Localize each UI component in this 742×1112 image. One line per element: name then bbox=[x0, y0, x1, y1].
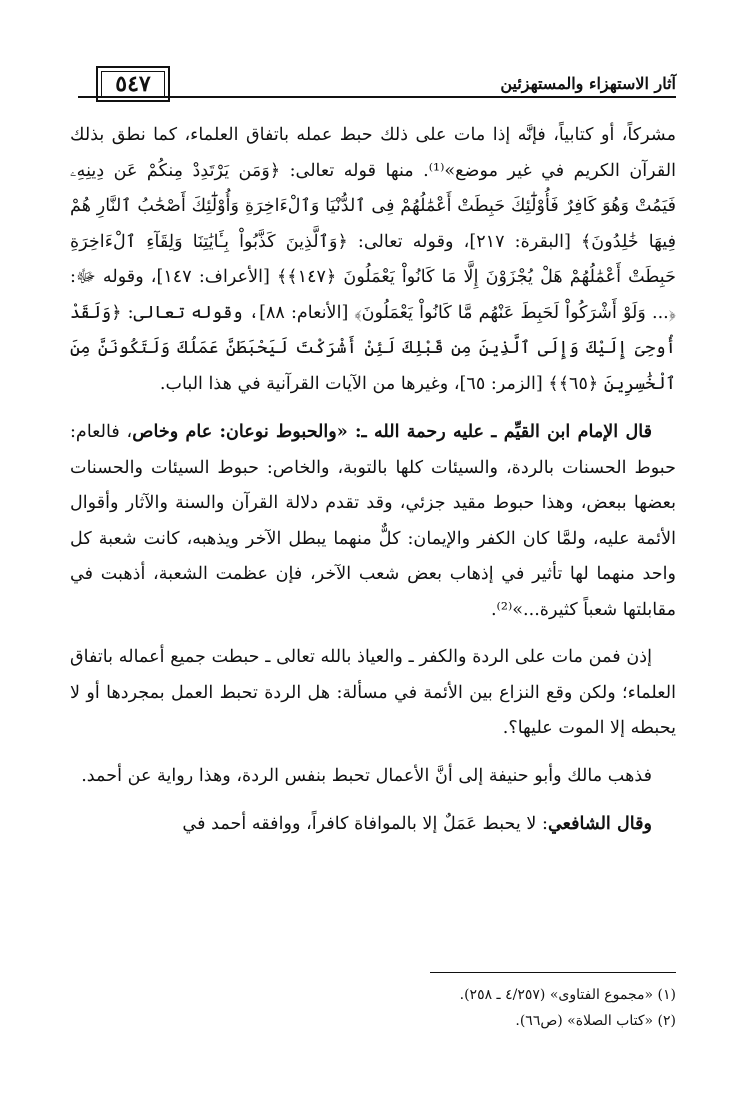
page-number: ٥٤٧ bbox=[115, 71, 151, 97]
page-header bbox=[86, 66, 676, 106]
paragraph-5 bbox=[70, 806, 676, 843]
paragraph-4: فذهب مالك وأبو حنيفة إلى أنَّ الأعمال تحبط بنفس الردة، وهذا رواية عن أحمد. bbox=[81, 765, 652, 786]
paragraph-5-text: : لا يحبط عَمَلٌ إلا بالموافاة كافراً، ووافقه أحمد في bbox=[182, 814, 548, 834]
running-title: آثار الاستهزاء والمستهزئين bbox=[500, 74, 676, 93]
main-text bbox=[70, 118, 676, 843]
page-number-frame bbox=[101, 71, 165, 97]
footnotes bbox=[300, 982, 676, 1034]
paragraph-2 bbox=[70, 414, 676, 628]
footnote-2: (٢) «كتاب الصلاة» (ص٦٦). bbox=[515, 1013, 676, 1029]
header-rule-dash bbox=[78, 96, 94, 98]
paragraph-2-lead: قال الإمام ابن القيِّم ـ عليه رحمة الله ـ: «والحبوط نوعان: عام وخاص bbox=[132, 421, 652, 442]
footnote-1: (١) «مجموع الفتاوى» (٤/٢٥٧ ـ ٢٥٨). bbox=[459, 987, 676, 1003]
paragraph-3: إذن فمن مات على الردة والكفر ـ والعياذ بالله تعالى ـ حبطت جميع أعماله باتفاق العلماء؛ ولكن وقع النزاع بين الأئمة في مسألة: هل الردة تحبط العمل بمجردها أو لا يحبطه إلا الموت عليها؟. bbox=[70, 647, 676, 738]
paragraph-2-text: ، فالعام: حبوط الحسنات بالردة، والسيئات كلها بالتوبة، والخاص: حبوط السيئات والحسنات بعضها ببعض، وهذا حبوط مقيد جزئي، وقد تقدم دلالة القرآن والسنة والآثار وأقوال الأئمة عليه، ولمَّا كان الكفر والإيمان: كلٌّ منهما يبطل الآخر ويذهبه، كانت شعبة كل واحد منهما لها تأثير في إذهاب بعض شعب الآخر، فإن عظمت الشعبة، أذهبت في مقابلتها شعباً كثيرة...»⁽²⁾. bbox=[70, 422, 676, 620]
header-rule bbox=[86, 96, 676, 98]
footnote-rule bbox=[430, 972, 676, 973]
paragraph-1: مشركاً، أو كتابياً، فإنَّه إذا مات على ذلك حبط عمله باتفاق العلماء، كما نطق بذلك القرآن الكريم في غير موضع»⁽¹⁾. منها قوله تعالى: ﴿وَمَن يَرْتَدِدْ مِنكُمْ عَن دِينِهِۦ فَيَمُتْ وَهُوَ كَافِرٌ فَأُوْلَٰٓئِكَ حَبِطَتْ أَعْمَٰلُهُمْ فِى ٱلدُّنْيَا وَٱلْءَاخِرَةِ وَأُوْلَٰٓئِكَ أَصْحَٰبُ ٱلنَّارِ هُمْ فِيهَا خَٰلِدُونَ﴾ [البقرة: ٢١٧]، وقوله تعالى: ﴿وَٱلَّذِينَ كَذَّبُواْ بِـَٔايَٰتِنَا وَلِقَآءِ ٱلْءَاخِرَةِ حَبِطَتْ أَعْمَٰلُهُمْ هَلْ يُجْزَوْنَ إِلَّا مَا كَانُواْ يَعْمَلُونَ ﴿١٤٧﴾﴾ [الأعراف: ١٤٧]، وقوله ﷻ: ﴿... وَلَوْ أَشْرَكُواْ لَحَبِطَ عَنْهُم مَّا كَانُواْ يَعْمَلُونَ﴾ [الأنعام: ٨٨]، وقوله تعالى: ﴿وَلَقَدْ أُوحِىَ إِلَيْكَ وَإِلَى ٱلَّذِينَ مِن قَبْلِكَ لَئِنْ أَشْرَكْتَ لَيَحْبَطَنَّ عَمَلُكَ وَلَتَكُونَنَّ مِنَ ٱلْخَٰسِرِينَ ﴿٦٥﴾﴾ [الزمر: ٦٥]، وغيرها من الآيات القرآنية في هذا الباب. bbox=[70, 125, 676, 394]
paragraph-5-lead: وقال الشافعي bbox=[547, 813, 652, 834]
